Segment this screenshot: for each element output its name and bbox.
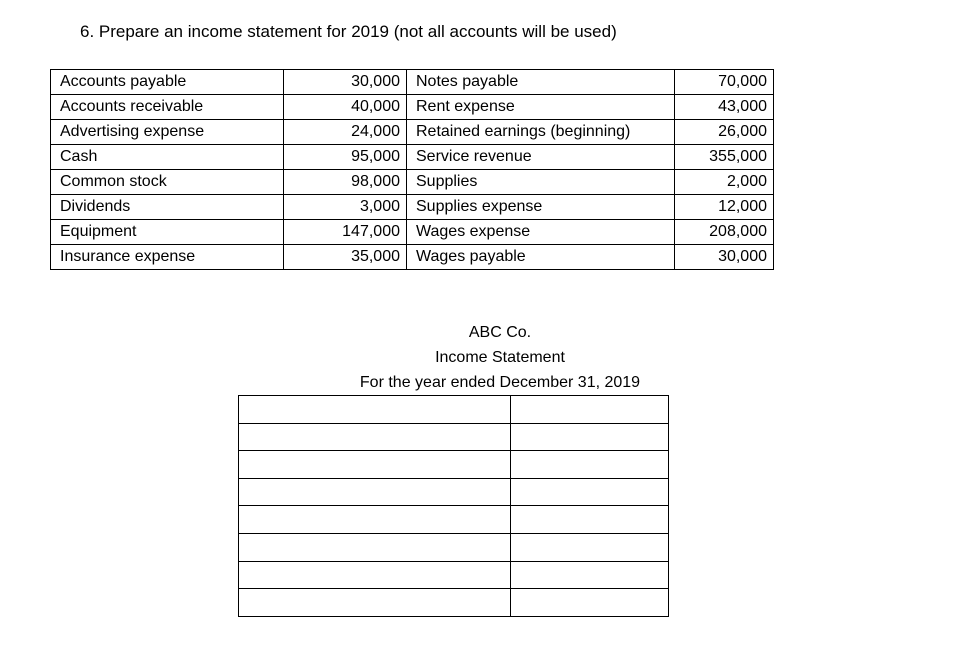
statement-period: For the year ended December 31, 2019	[359, 374, 641, 391]
income-label-cell[interactable]	[239, 396, 511, 424]
income-row	[239, 478, 669, 506]
account-row	[51, 195, 774, 220]
account-value-cell: 40,000	[284, 95, 407, 120]
question-text: 6. Prepare an income statement for 2019 (not all accounts will be used)	[80, 22, 617, 41]
account-name-cell: Equipment	[51, 220, 284, 245]
account-value-cell: 30,000	[284, 70, 407, 95]
income-label-cell[interactable]	[239, 423, 511, 451]
income-amount-cell[interactable]	[511, 451, 669, 479]
account-name-cell: Wages payable	[407, 245, 675, 270]
account-row	[51, 145, 774, 170]
account-name-cell: Advertising expense	[51, 120, 284, 145]
account-value-cell: 30,000	[675, 245, 774, 270]
account-row	[51, 120, 774, 145]
income-row	[239, 561, 669, 589]
account-value-cell: 70,000	[675, 70, 774, 95]
income-row	[239, 506, 669, 534]
account-name-cell: Rent expense	[407, 95, 675, 120]
account-row	[51, 245, 774, 270]
income-label-cell[interactable]	[239, 478, 511, 506]
account-name-cell: Common stock	[51, 170, 284, 195]
accounts-table	[50, 69, 774, 270]
income-label-cell[interactable]	[239, 533, 511, 561]
account-value-cell: 208,000	[675, 220, 774, 245]
income-row	[239, 589, 669, 617]
account-name-cell: Notes payable	[407, 70, 675, 95]
income-row	[239, 396, 669, 424]
statement-title: Income Statement	[435, 349, 565, 366]
income-amount-cell[interactable]	[511, 561, 669, 589]
income-label-cell[interactable]	[239, 451, 511, 479]
income-label-cell[interactable]	[239, 506, 511, 534]
income-label-cell[interactable]	[239, 589, 511, 617]
account-name-cell: Service revenue	[407, 145, 675, 170]
income-amount-cell[interactable]	[511, 478, 669, 506]
account-value-cell: 2,000	[675, 170, 774, 195]
income-label-cell[interactable]	[239, 561, 511, 589]
income-amount-cell[interactable]	[511, 396, 669, 424]
income-row	[239, 533, 669, 561]
account-name-cell: Supplies expense	[407, 195, 675, 220]
account-name-cell: Cash	[51, 145, 284, 170]
account-name-cell: Dividends	[51, 195, 284, 220]
account-row	[51, 95, 774, 120]
account-name-cell: Insurance expense	[51, 245, 284, 270]
account-value-cell: 95,000	[284, 145, 407, 170]
income-amount-cell[interactable]	[511, 533, 669, 561]
account-name-cell: Accounts receivable	[51, 95, 284, 120]
income-statement-table	[238, 395, 669, 617]
account-value-cell: 35,000	[284, 245, 407, 270]
company-name: ABC Co.	[468, 324, 532, 341]
account-value-cell: 12,000	[675, 195, 774, 220]
account-name-cell: Wages expense	[407, 220, 675, 245]
income-amount-cell[interactable]	[511, 589, 669, 617]
account-value-cell: 26,000	[675, 120, 774, 145]
income-amount-cell[interactable]	[511, 506, 669, 534]
account-value-cell: 147,000	[284, 220, 407, 245]
income-row	[239, 423, 669, 451]
account-name-cell: Retained earnings (beginning)	[407, 120, 675, 145]
account-row	[51, 70, 774, 95]
account-value-cell: 3,000	[284, 195, 407, 220]
account-value-cell: 24,000	[284, 120, 407, 145]
income-amount-cell[interactable]	[511, 423, 669, 451]
account-row	[51, 170, 774, 195]
account-name-cell: Supplies	[407, 170, 675, 195]
income-row	[239, 451, 669, 479]
account-value-cell: 43,000	[675, 95, 774, 120]
account-value-cell: 98,000	[284, 170, 407, 195]
account-value-cell: 355,000	[675, 145, 774, 170]
account-name-cell: Accounts payable	[51, 70, 284, 95]
account-row	[51, 220, 774, 245]
